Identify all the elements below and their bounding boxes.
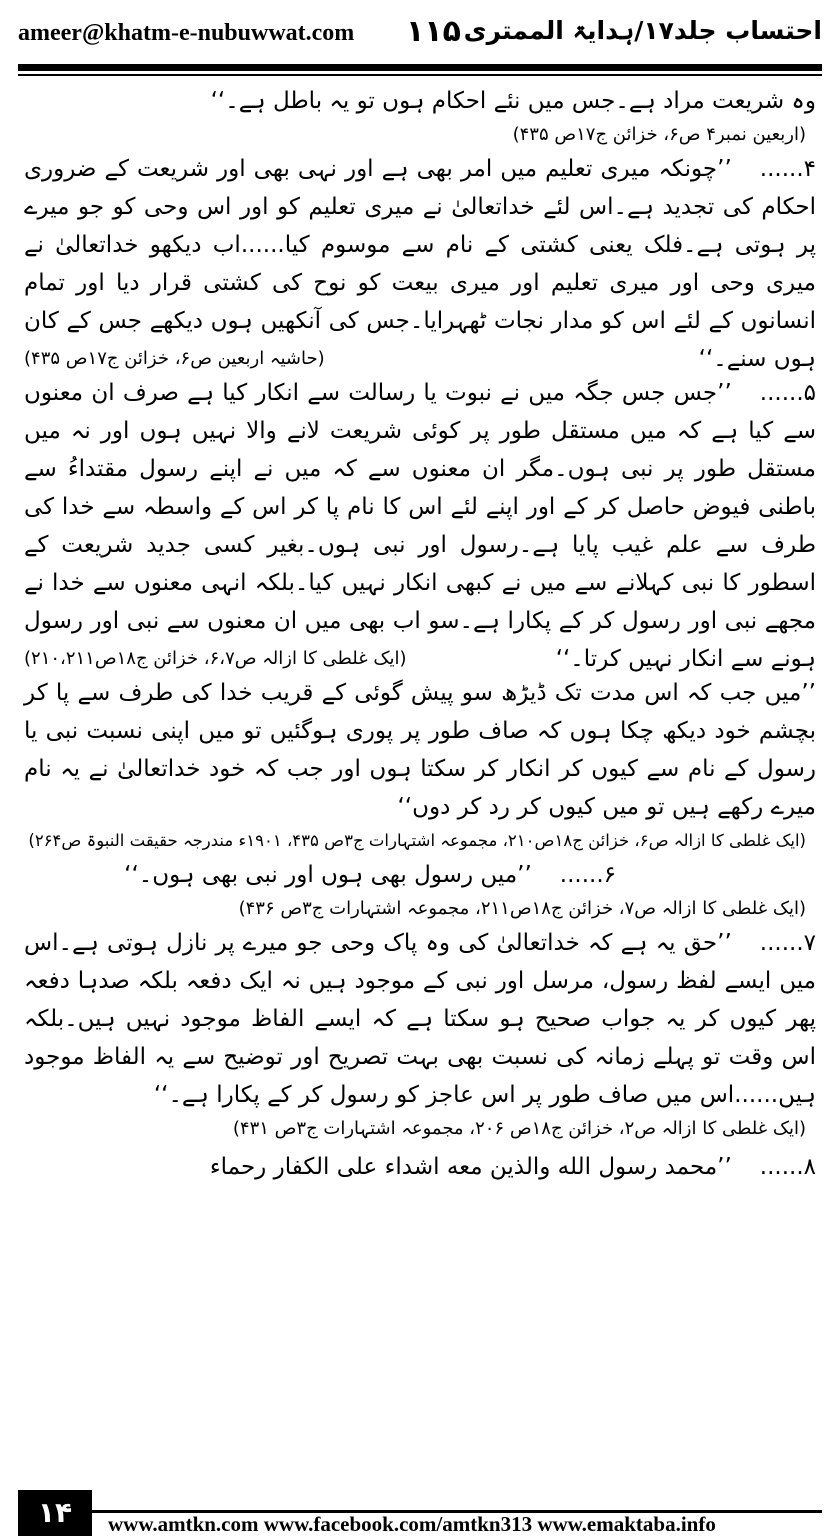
paragraph-6 bbox=[24, 856, 816, 894]
paragraph-6-text: ’’میں رسول بھی ہوں اور نبی بھی ہوں۔‘‘ bbox=[124, 862, 532, 888]
footer-page-number: ۱۴ bbox=[18, 1490, 92, 1536]
page-header bbox=[18, 14, 822, 62]
header-email: ameer@khatm-e-nubuwwat.com bbox=[18, 20, 355, 46]
citation-6: (ایک غلطی کا ازالہ ص۷، خزائن ج۱۸ص۲۱۱، مجموعہ اشتہارات ج۳ص ۴۳۶) bbox=[238, 898, 806, 919]
paragraph-5b: ’’میں جب کہ اس مدت تک ڈیڑھ سو پیش گوئی کے قریب خدا کی طرف سے پا کر بچشم خود دیکھ چکا ہوں کہ صاف طور پر پوری ہوگئیں تو میں اپنی نسبت نبی یا رسول کے نام سے کیوں کر انکار کر سکتا ہوں اور جب کہ خود خداتعالیٰ نے یہ نام میرے رکھے ہیں تو میں کیوں کر رد کر دوں‘‘ bbox=[24, 680, 816, 820]
header-page-number: ۱۱۵ bbox=[406, 14, 461, 49]
page-footer bbox=[18, 1490, 822, 1536]
header-rule-thick bbox=[18, 64, 822, 71]
citation-5b: (ایک غلطی کا ازالہ ص۶، خزائن ج۱۸ص۲۱۰، مجموعہ اشتہارات ج۳ص ۴۳۵، ۱۹۰۱ء مندرجہ حقیقت النبوۃ ص۲۶۴) bbox=[28, 831, 806, 850]
item-number-6: ۶...... bbox=[559, 862, 616, 888]
citation-5: (ایک غلطی کا ازالہ ص۶،۷، خزائن ج۱۸ص۲۱۰،۲۱۱) bbox=[24, 648, 407, 669]
paragraph-4-text: ’’چونکہ میری تعلیم میں امر بھی ہے اور نہی بھی اور شریعت کے ضروری احکام کی تجدید ہے۔اس لئے خداتعالیٰ نے میری تعلیم کو اور اس وحی کو جو میرے پر ہوتی ہے۔فلک یعنی کشتی کے نام سے موسوم کیا......اب دیکھو خداتعالیٰ نے میری وحی اور میری تعلیم اور میری بیعت کو نوح کی کشتی قرار دیا اور تمام انسانوں کے لئے اس کو مدار نجات ٹھہرایا۔جس کی آنکھیں ہوں دیکھے جس کے کان ہوں سنے۔‘‘ bbox=[24, 156, 816, 372]
footer-urls: www.amtkn.com www.facebook.com/amtkn313 www.emaktaba.info bbox=[108, 1512, 716, 1536]
paragraph-8-text: ’’محمد رسول الله والذین معه اشداء علی الکفار رحماء bbox=[209, 1154, 732, 1180]
paragraph-intro: وہ شریعت مراد ہے۔جس میں نئے احکام ہوں تو یہ باطل ہے۔‘‘ bbox=[210, 88, 816, 114]
citation-intro: (اربعین نمبر۴ ص۶، خزائن ج۱۷ص ۴۳۵) bbox=[512, 124, 806, 145]
citation-4: (حاشیہ اربعین ص۶، خزائن ج۱۷ص ۴۳۵) bbox=[24, 348, 325, 369]
paragraph-5-text: ’’جس جس جگہ میں نے نبوت یا رسالت سے انکار کیا ہے صرف ان معنوں سے کیا ہے کہ میں مستقل طور پر کوئی شریعت لانے والا نہیں ہوں اور نہ میں مستقل طور پر نبی ہوں۔مگر ان معنوں سے کہ میں نے اپنے رسول مقتداءُ سے باطنی فیوض حاصل کر کے اور اپنے لئے اس کا نام پا کر اس کے واسطہ سے خدا کی طرف سے علم غیب پایا ہے۔رسول اور نبی ہوں۔بغیر کسی جدید شریعت کے اسطور کا نبی کہلانے سے میں نے کبھی انکار نہیں کیا۔بلکہ انہی معنوں سے خدا نے مجھے نبی اور رسول کر کے پکارا ہے۔سو اب بھی میں ان معنوں سے نبی اور رسول ہونے سے انکار نہیں کرتا۔‘‘ bbox=[24, 380, 816, 672]
header-rule-thin bbox=[18, 74, 822, 76]
item-number-8: ۸...... bbox=[759, 1154, 816, 1180]
item-number-4: ۴...... bbox=[759, 156, 816, 182]
item-number-7: ۷...... bbox=[759, 930, 816, 956]
paragraph-7-text: ’’حق یہ ہے کہ خداتعالیٰ کی وہ پاک وحی جو میرے پر نازل ہوتی ہے۔اس میں ایسے لفظ رسول، مرسل اور نبی کے موجود ہیں نہ ایک دفعہ بلکہ صدہا دفعہ پھر کیوں کر یہ جواب صحیح ہو سکتا ہے کہ ایسے الفاظ موجود نہیں ہیں۔بلکہ اس وقت تو پہلے زمانہ کی نسبت بھی بہت تصریح اور توضیح سے یہ الفاظ موجود ہیں......اس میں صاف طور پر اس عاجز کو رسول کر کے پکارا ہے۔‘‘ bbox=[24, 930, 816, 1108]
item-number-5: ۵...... bbox=[759, 380, 816, 406]
header-title: احتساب جلد۱۷/ہدایۃ الممتری bbox=[463, 16, 822, 45]
paragraph-7 bbox=[24, 924, 816, 1114]
document-body bbox=[24, 82, 816, 1186]
paragraph-8 bbox=[24, 1148, 816, 1186]
paragraph-5 bbox=[24, 374, 816, 678]
citation-7: (ایک غلطی کا ازالہ ص۲، خزائن ج۱۸ص ۲۰۶، مجموعہ اشتہارات ج۳ص ۴۳۱) bbox=[232, 1118, 806, 1139]
